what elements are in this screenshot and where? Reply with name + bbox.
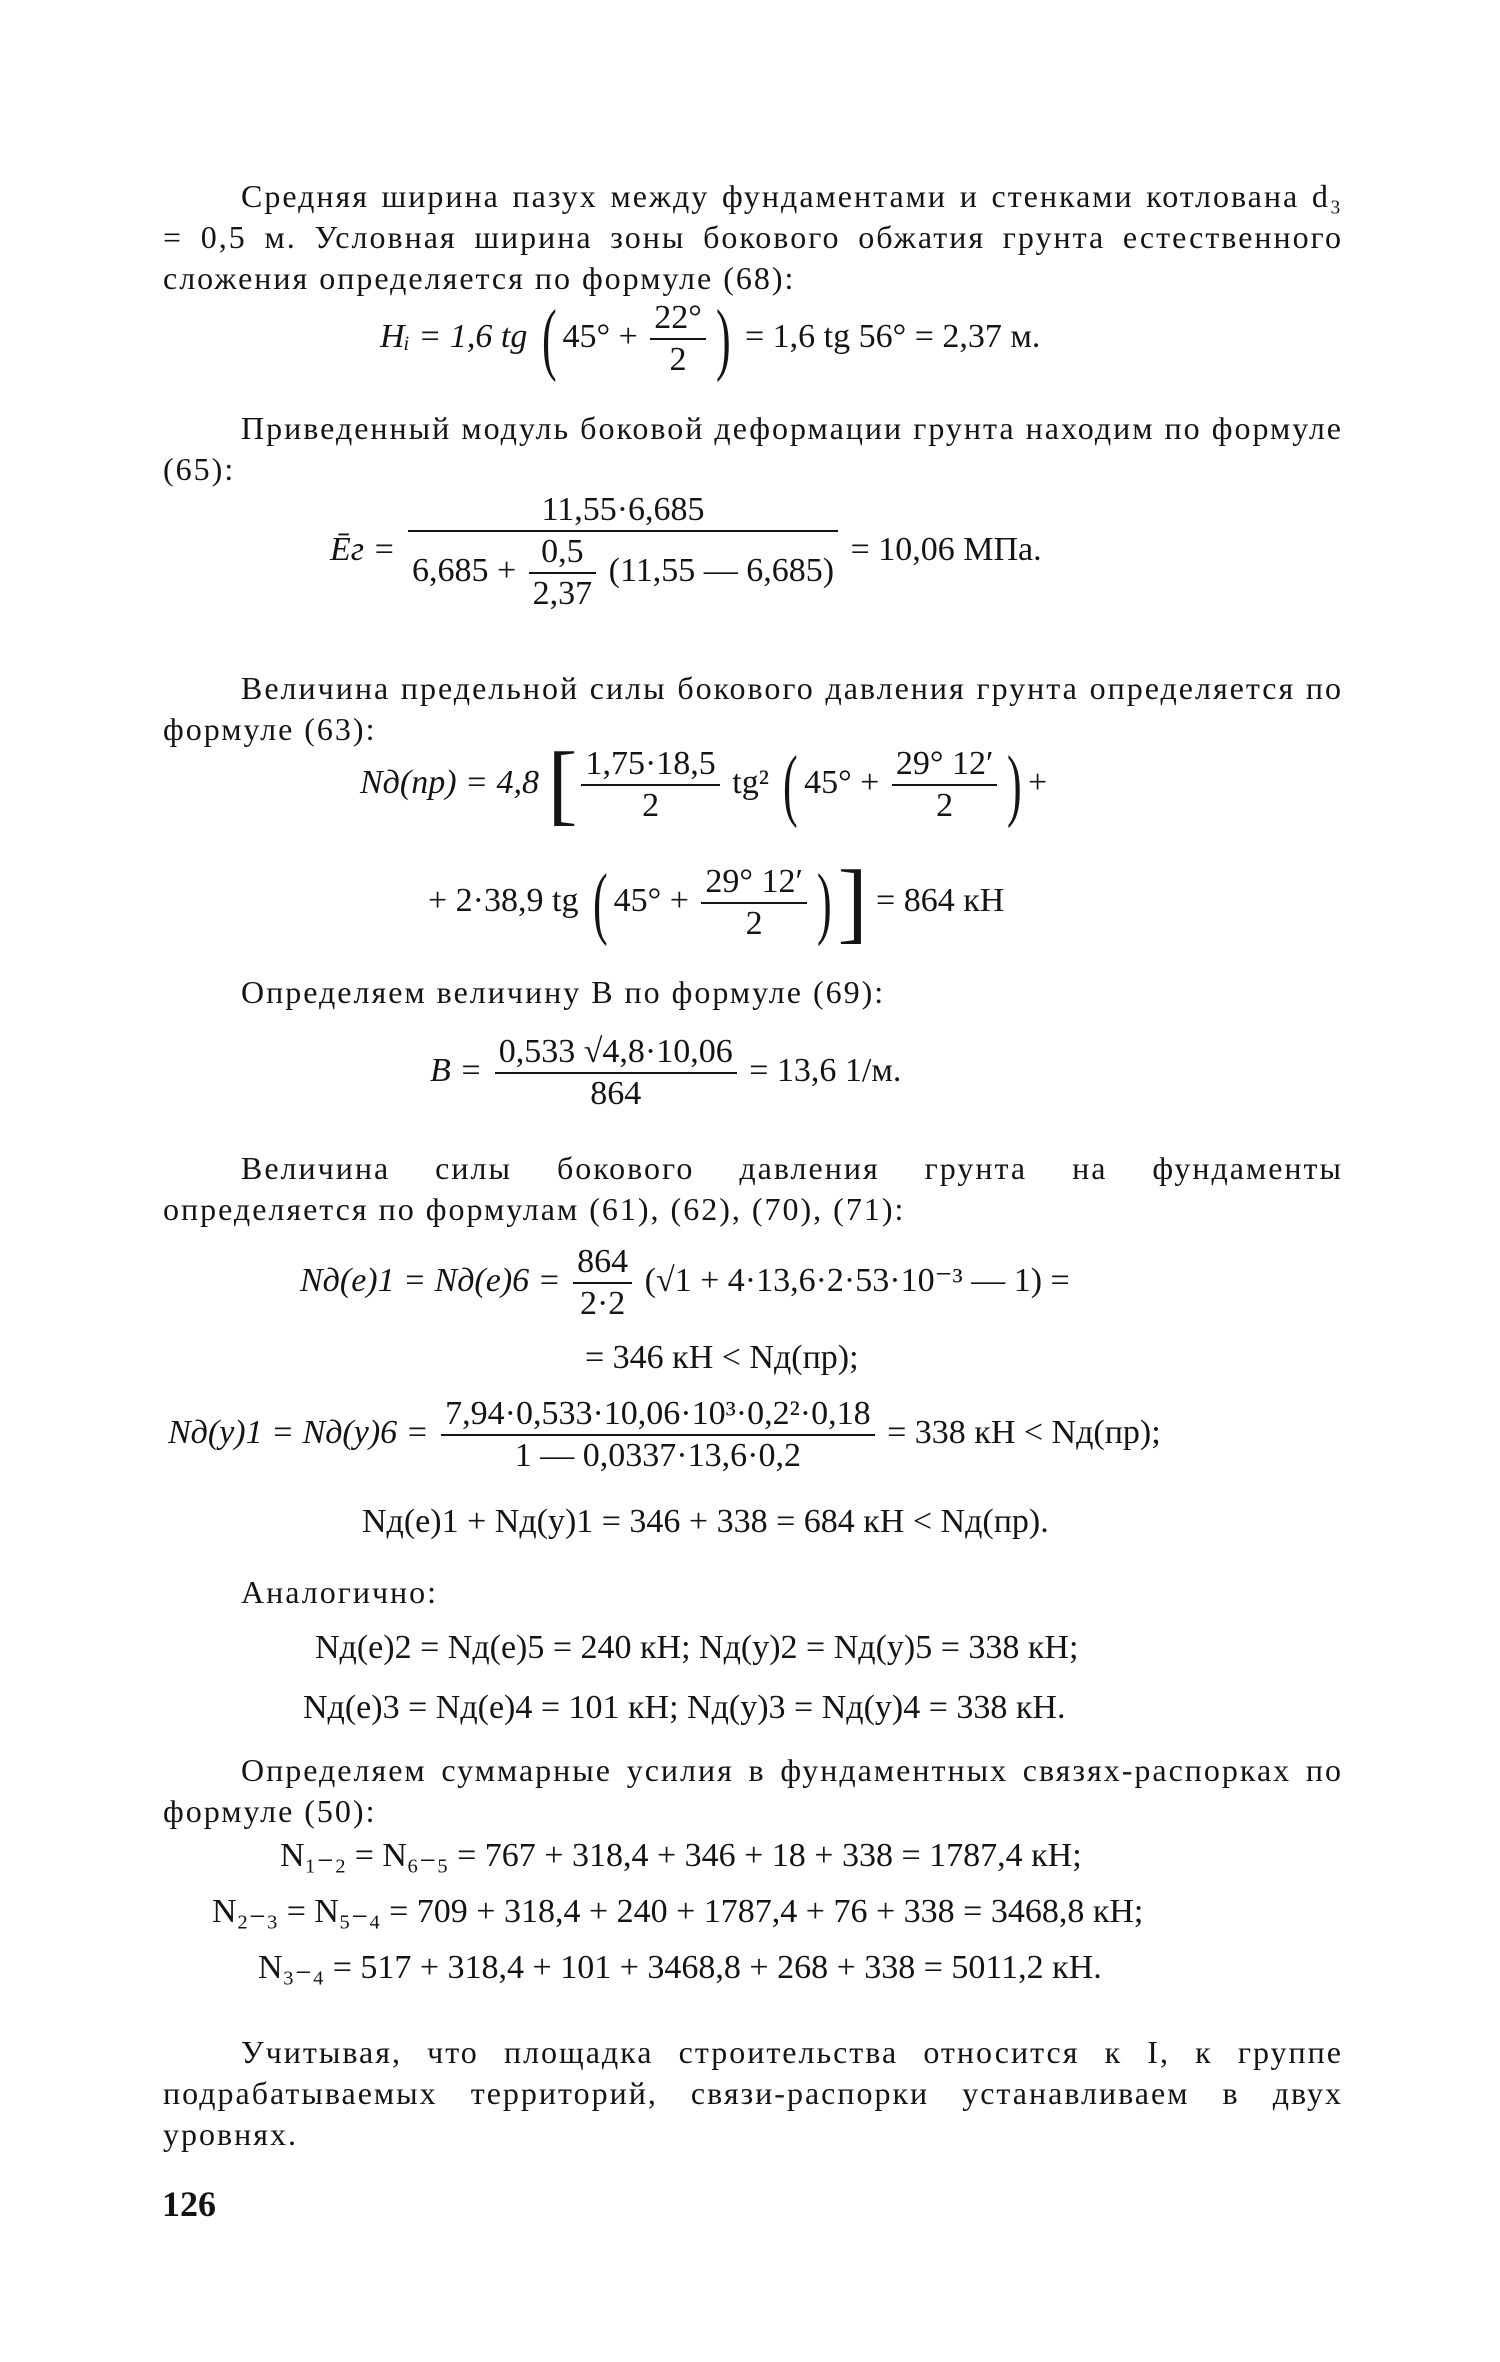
eq-npr-paren-open-1: ( [783,741,799,829]
equation-analog-2: Nд(е)3 = Nд(е)4 = 101 кН; Nд(у)3 = Nд(у)4 = 338 кН. [303,1689,1066,1726]
eq-hi-den: 2 [669,341,687,378]
eq-hi-rhs: = 1,6 tg 56° = 2,37 м. [745,317,1041,355]
eq-npr-fraction-1 [581,744,719,826]
eq-hi-paren-open: ( [541,295,557,383]
eq-ne-rad: (√1 + 4·13,6·2·53·10⁻³ — 1) = [644,1261,1070,1299]
equation-npr-line-2 [428,853,1005,952]
eq-ny-rhs: = 338 кН < Nд(пр); [887,1413,1161,1451]
eq-hi-fraction [650,298,706,380]
equation-ne-line-1 [300,1242,1070,1324]
eq-ne-den: 2·2 [579,1285,626,1322]
eq-er-num: 11,55·6,685 [408,490,838,532]
eq-npr-den2: 2 [936,787,954,824]
eq-npr-fraction-3 [701,862,807,944]
eq-npr-rhs: = 864 кН [876,881,1005,919]
equation-n34: N₃₋₄ = 517 + 318,4 + 101 + 3468,8 + 268 + 338 = 5011,2 кН. [258,1949,1102,1986]
eq-npr-line2-a: + 2·38,9 tg [428,881,579,919]
eq-hi-paren-close: ) [715,295,731,383]
eq-npr-paren-close-1: ) [1007,741,1023,829]
eq-npr-lhs: Nд(пр) = 4,8 [360,763,539,801]
eq-ne-line2: = 346 кН < Nд(пр); [585,1339,859,1376]
eq-er-den [408,532,838,614]
eq-er-den-den: 2,37 [532,575,593,612]
paragraph-6: Аналогично: [241,1574,439,1610]
equation-n12: N₁₋₂ = N₆₋₅ = 767 + 318,4 + 346 + 18 + 338 = 1787,4 кН; [280,1837,1082,1874]
equation-ne-line-2 [585,1338,859,1378]
eq-ne-lhs: Nд(е)1 = Nд(е)6 = [300,1261,561,1299]
equation-n23: N₂₋₃ = N₅₋₄ = 709 + 318,4 + 240 + 1787,4 + 76 + 338 = 3468,8 кН; [212,1893,1144,1930]
eq-npr-num1: 1,75·18,5 [581,744,719,786]
eq-ny-num: 7,94·0,533·10,06·10³·0,2²·0,18 [441,1394,875,1436]
eq-ny-fraction [441,1394,875,1476]
eq-npr-den3: 2 [745,905,763,942]
eq-b-lhs: B = [430,1051,483,1089]
paragraph-1: Средняя ширина пазух между фундаментами и стенками котлована d₃ = 0,5 м. Условная ширина зоны бокового обжатия грунта естественного сложения определяется по формуле (68): [163,178,1343,296]
eq-er-lhs: Ēг = [330,530,396,568]
eq-npr-bracket-open: [ [547,735,578,834]
paragraph-3: Величина предельной силы бокового давления грунта определяется по формуле (63): [163,670,1343,747]
eq-er-den-a: 6,685 + [411,551,517,589]
eq-b-den: 864 [590,1075,642,1112]
equation-npr-line-1 [360,735,1048,834]
eq-npr-fraction-2 [892,744,998,826]
eq-er-rhs: = 10,06 МПа. [850,530,1042,568]
eq-hi-num: 22° [650,298,706,340]
equation-er [330,490,1042,614]
eq-npr-tg2: tg² [732,763,769,801]
equation-b [430,1032,901,1114]
eq-er-den-fraction [529,532,597,614]
eq-npr-num2: 29° 12′ [892,744,998,786]
eq-ne-fraction [573,1242,632,1324]
eq-b-fraction [495,1032,737,1114]
eq-er-fraction [408,490,838,614]
eq-npr-paren-close-3: ) [816,859,832,947]
equation-hi [380,295,1041,383]
eq-hi-open: 45° + [562,317,638,355]
equation-ny [168,1394,1161,1476]
paragraph-4: Определяем величину B по формуле (69): [241,974,886,1010]
paragraph-5: Величина силы бокового давления грунта на фундаменты определяется по формулам (61), (62), (70), (71): [163,1150,1343,1227]
eq-npr-den1: 2 [642,787,660,824]
eq-npr-paren-open-3: ( [592,859,608,947]
eq-ny-den: 1 — 0,0337·13,6·0,2 [514,1437,801,1474]
paragraph-8: Учитывая, что площадка строительства относится к I, к группе подрабатываемых территорий, связи-распорки устанавливаем в двух уровнях. [163,2034,1343,2152]
paragraph-2: Приведенный модуль боковой деформации грунта находим по формуле (65): [163,410,1343,487]
eq-npr-plus: + [1028,763,1048,801]
equation-sum: Nд(е)1 + Nд(у)1 = 346 + 338 = 684 кН < Nд(пр). [362,1503,1049,1540]
paragraph-7: Определяем суммарные усилия в фундаментных связях-распорках по формуле (50): [163,1752,1343,1829]
eq-b-rhs: = 13,6 1/м. [749,1051,902,1089]
eq-npr-open3: 45° + [613,881,689,919]
eq-ny-lhs: Nд(у)1 = Nд(у)6 = [168,1413,429,1451]
equation-analog-1: Nд(е)2 = Nд(е)5 = 240 кН; Nд(у)2 = Nд(у)5 = 338 кН; [315,1629,1079,1666]
eq-npr-bracket-close: ] [837,853,868,952]
eq-b-num: 0,533 √4,8·10,06 [495,1032,737,1074]
eq-hi-lhs: Hᵢ = 1,6 tg [380,317,528,355]
page-number: 126 [162,2184,216,2224]
eq-er-den-b: (11,55 — 6,685) [608,551,835,589]
eq-npr-num3: 29° 12′ [701,862,807,904]
eq-er-den-num: 0,5 [529,532,597,574]
eq-npr-open1: 45° + [804,763,880,801]
eq-ne-num: 864 [573,1242,632,1284]
